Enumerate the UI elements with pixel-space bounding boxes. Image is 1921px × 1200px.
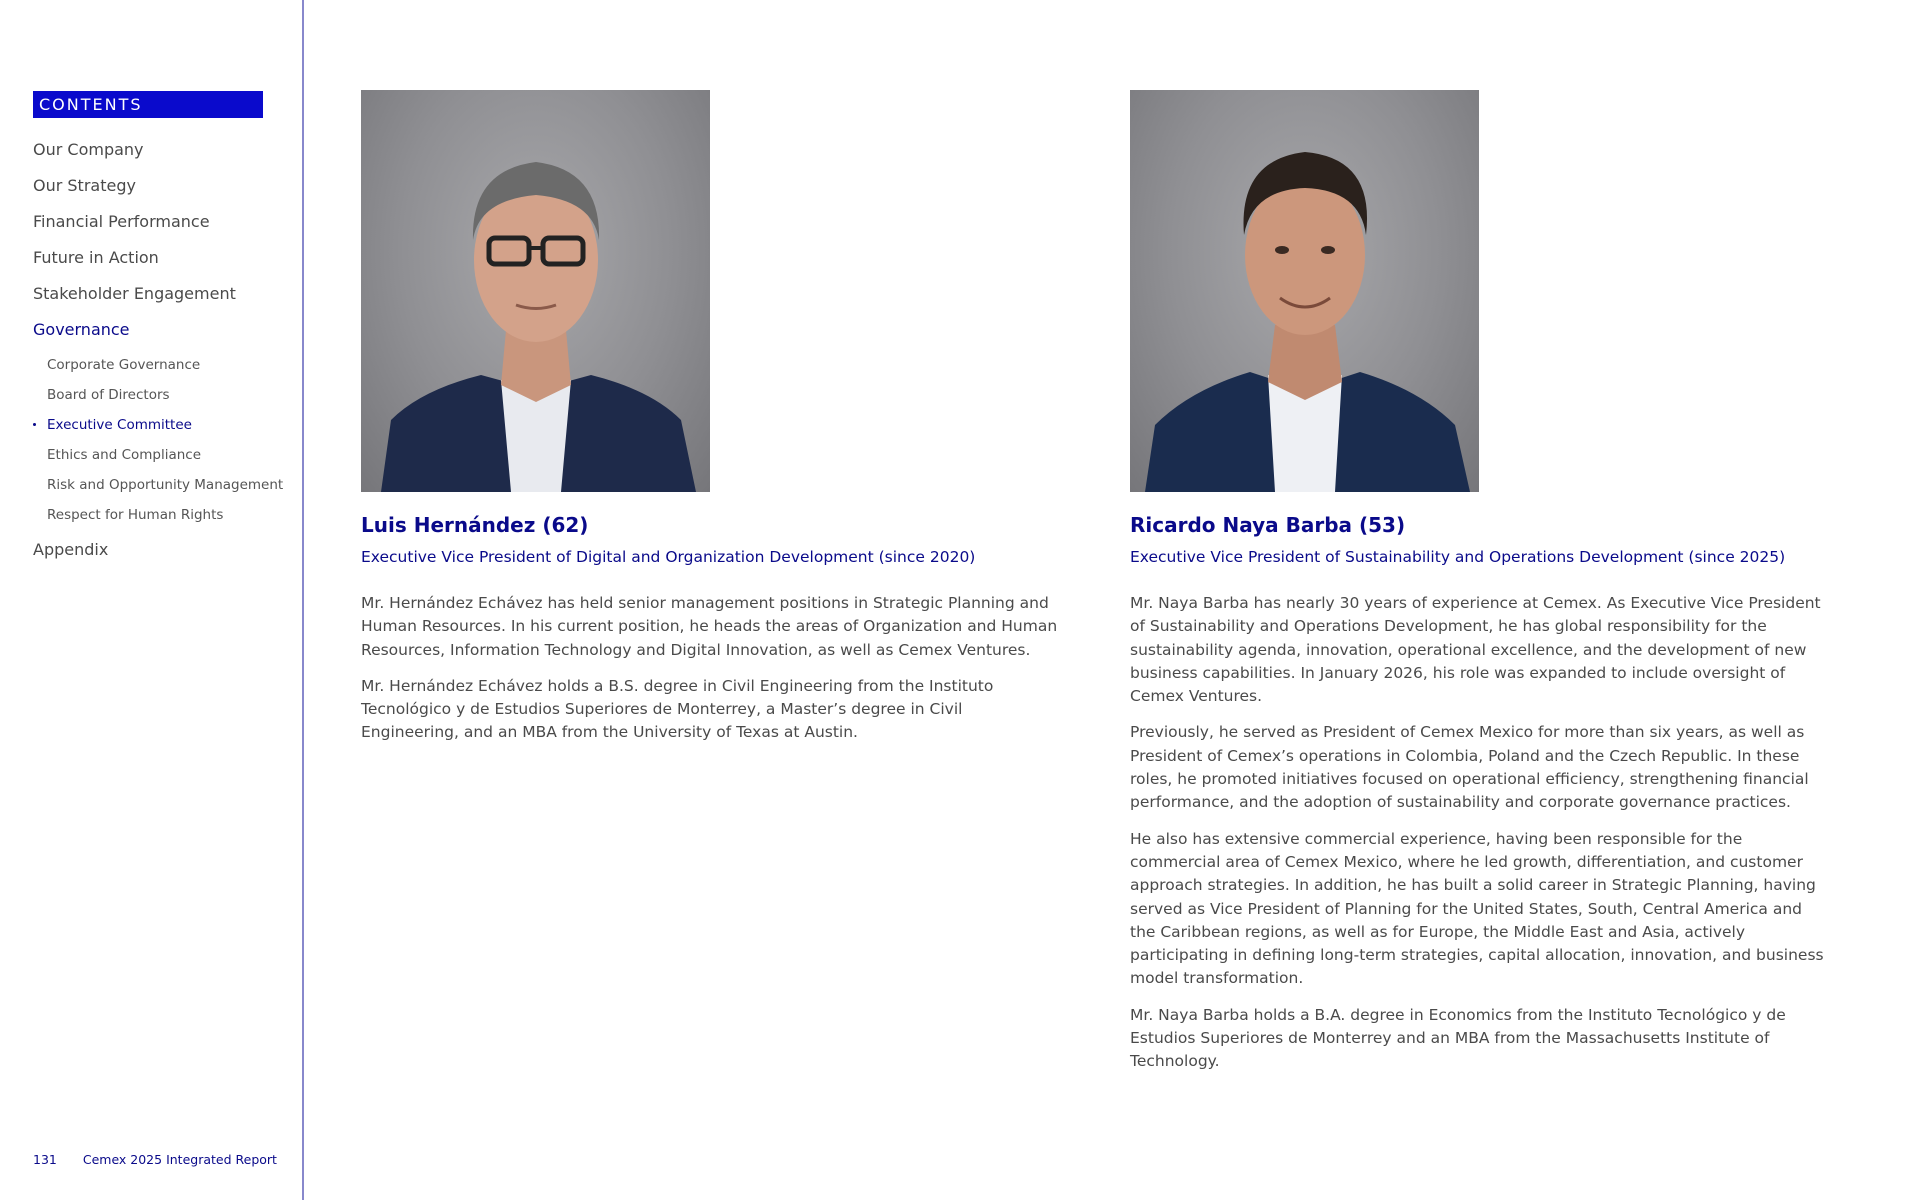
subnav-item-ethics-and-compliance[interactable]: Ethics and Compliance	[47, 447, 202, 463]
executive-profile-1	[361, 90, 1061, 758]
bio-paragraph: Mr. Naya Barba holds a B.A. degree in Economics from the Instituto Tecnológico y de Estudios Superiores de Monterrey and an MBA from the Massachusetts Institute of Technology.	[1130, 1005, 1786, 1071]
report-title: Cemex 2025 Integrated Report	[82, 1152, 277, 1167]
portrait-illustration	[361, 90, 710, 492]
sidebar-nav	[33, 136, 283, 572]
sidebar	[0, 0, 304, 1200]
subnav-item-executive-committee[interactable]	[33, 412, 283, 442]
active-bullet-icon	[33, 423, 36, 426]
subnav-item-risk-management[interactable]: Risk and Opportunity Management	[47, 477, 284, 493]
nav-item-financial-performance[interactable]: Financial Performance	[33, 212, 210, 231]
executive-role: Executive Vice President of Sustainability and Operations Development (since 2025)	[1130, 548, 1786, 566]
portrait-photo	[1130, 90, 1479, 492]
bio-paragraph: Mr. Hernández Echávez holds a B.S. degree in Civil Engineering from the Instituto Tecnológico y de Estudios Superiores de Monterrey, a Master’s degree in Civil Engineering, and an MBA from the University of Texas at Austin.	[361, 676, 994, 742]
page-number: 131	[33, 1152, 57, 1167]
bio-paragraph: Mr. Hernández Echávez has held senior management positions in Strategic Planning and Human Resources. In his current position, he heads the areas of Organization and Human Resources, Information Technology and Digital Innovation, as well as Cemex Ventures.	[361, 594, 1058, 659]
portrait-illustration	[1130, 90, 1479, 492]
executive-name: Luis Hernández (62)	[361, 513, 589, 537]
nav-item-our-strategy[interactable]: Our Strategy	[33, 176, 136, 195]
nav-item-stakeholder-engagement[interactable]: Stakeholder Engagement	[33, 284, 236, 303]
nav-item-appendix[interactable]: Appendix	[33, 540, 109, 559]
bio-paragraph: Mr. Naya Barba has nearly 30 years of experience at Cemex. As Executive Vice President of Sustainability and Operations Development, he has global responsibility for the sustainability agenda, innovation, operational excellence, and the development of new business capabilities. In January 2026, his role was expanded to include oversight of Cemex Ventures.	[1130, 594, 1821, 706]
bio-paragraph: Previously, he served as President of Cemex Mexico for more than six years, as well as President of Cemex’s operations in Colombia, Poland and the Czech Republic. In these roles, he promoted initiatives focused on operational efficiency, strengthening financial performance, and the adoption of sustainability and corporate governance practices.	[1130, 723, 1809, 812]
portrait-photo	[361, 90, 710, 492]
subnav-item-board-of-directors[interactable]: Board of Directors	[47, 387, 170, 403]
contents-header: CONTENTS	[33, 91, 263, 118]
nav-item-future-in-action[interactable]: Future in Action	[33, 248, 159, 267]
executive-bio	[361, 592, 1061, 745]
executive-bio	[1130, 592, 1830, 1074]
nav-item-our-company[interactable]: Our Company	[33, 140, 144, 159]
executive-profile-2	[1130, 90, 1830, 1087]
executive-name: Ricardo Naya Barba (53)	[1130, 513, 1406, 537]
subnav-item-label: Executive Committee	[47, 417, 192, 433]
page-footer	[33, 1152, 277, 1167]
subnav-item-human-rights[interactable]: Respect for Human Rights	[47, 507, 224, 523]
bio-paragraph: He also has extensive commercial experience, having been responsible for the commercial area of Cemex Mexico, where he led growth, differentiation, and customer approach strategies. In addition, he has built a solid career in Strategic Planning, having served as Vice President of Planning for the United States, South, Central America and the Caribbean regions, as well as for Europe, the Middle East and Asia, actively participating in defining long-term strategies, capital allocation, innovation, and business model transformation.	[1130, 829, 1824, 988]
subnav-item-corporate-governance[interactable]: Corporate Governance	[47, 357, 201, 373]
nav-item-governance[interactable]: Governance	[33, 320, 130, 339]
executive-role: Executive Vice President of Digital and Organization Development (since 2020)	[361, 548, 976, 566]
